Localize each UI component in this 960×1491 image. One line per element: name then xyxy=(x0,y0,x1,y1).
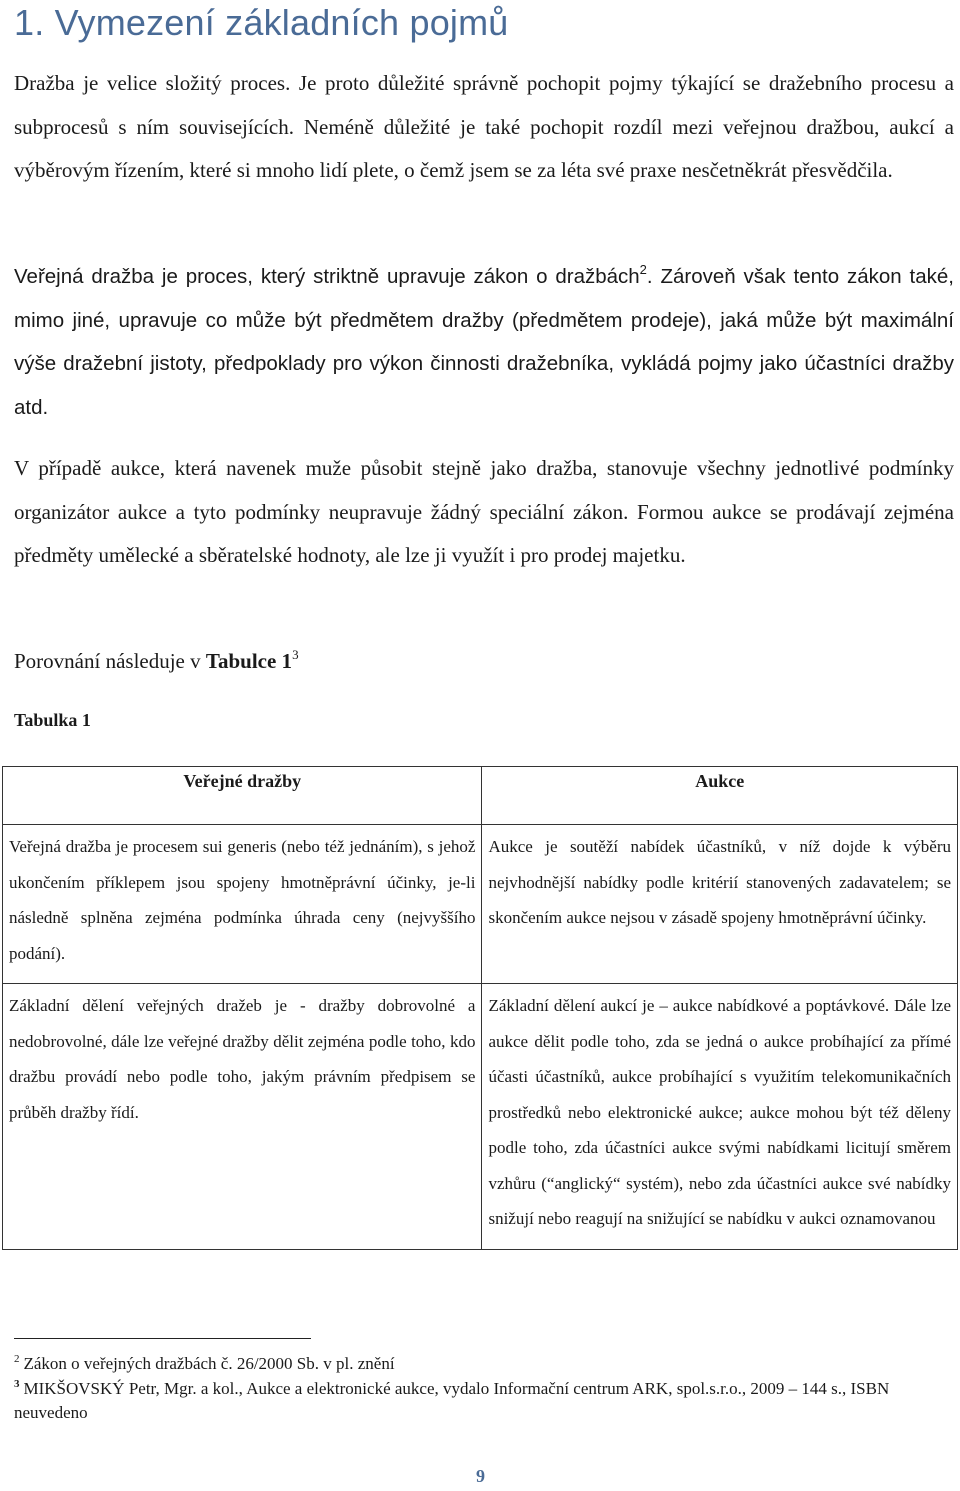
table-cell xyxy=(482,984,958,1250)
comparison-table xyxy=(2,766,958,1250)
table-caption: Tabulka 1 xyxy=(14,710,91,730)
footnote-separator xyxy=(14,1338,311,1339)
comparison-text: Porovnání následuje v xyxy=(14,649,206,673)
cell-text: Základní dělení veřejných dražeb je - dražby dobrovolné a nedobrovolné, dále lze veřejné dražby dělit zejména podle toho, kdo dražbu provádí nebo podle toho, jakým právním předpisem se průběh dražby řídí. xyxy=(9,996,476,1122)
paragraph-public-auction xyxy=(14,255,954,429)
column-header-public-auctions: Veřejné dražby xyxy=(3,767,482,825)
footnote-number: 2 xyxy=(14,1353,20,1365)
footnote-text: MIKŠOVSKÝ Petr, Mgr. a kol., Aukce a elektronické aukce, vydalo Informační centrum ARK, spol.s.r.o., 2009 – 144 s., ISBN neuvedeno xyxy=(14,1379,890,1422)
paragraph-public-auction-rest: . Zároveň však tento zákon také, mimo jiné, upravuje co může být předmětem dražby (předmětem prodeje), jaká může být maximální výše dražební jistoty, předpoklady pro výkon činnosti dražebníka, vykládá pojmy jako účastníci dražby atd. xyxy=(14,265,954,419)
footnote-ref-3[interactable]: 3 xyxy=(292,647,299,662)
cell-text: Veřejná dražba je procesem sui generis (nebo též jednáním), s jehož ukončením příklepem jsou spojeny hmotněprávní účinky, je-li následně splněna zejména podmínka úhrada ceny (nejvyššího podání). xyxy=(9,837,476,963)
paragraph-comparison xyxy=(14,640,954,684)
section-heading: 1. Vymezení základních pojmů xyxy=(14,2,509,43)
table-reference: Tabulce 1 xyxy=(205,649,293,673)
footnote-ref-2[interactable]: 2 xyxy=(639,262,647,277)
footnote-3 xyxy=(14,1377,934,1425)
table-cell xyxy=(3,984,482,1250)
footnote-number: 3 xyxy=(14,1378,20,1390)
table-header-row xyxy=(3,767,958,825)
table-cell xyxy=(3,825,482,984)
cell-text: Aukce je soutěží nabídek účastníků, v níž dojde k výběru nejvhodnější nabídky podle kritérií stanovených zadavatelem; se skončením aukce nejsou v zásadě spojeny hmotněprávní účinky. xyxy=(488,837,951,927)
paragraph-auction: V případě aukce, která navenek muže působit stejně jako dražba, stanovuje všechny jednotlivé podmínky organizátor aukce a tyto podmínky neupravuje žádný speciální zákon. Formou aukce se prodávají zejména předměty umělecké a sběratelské hodnoty, ale lze ji využít i pro prodej majetku. xyxy=(14,456,954,567)
table-row xyxy=(3,984,958,1250)
paragraph-public-auction-start: Veřejná dražba je proces, který striktně upravuje zákon o dražbách xyxy=(14,265,640,288)
footnote-2 xyxy=(14,1352,934,1376)
column-header-auctions: Aukce xyxy=(482,767,958,825)
footnote-text: Zákon o veřejných dražbách č. 26/2000 Sb. v pl. znění xyxy=(23,1354,395,1373)
table-row xyxy=(3,825,958,984)
paragraph-intro: Dražba je velice složitý proces. Je proto důležité správně pochopit pojmy týkající se dražebního procesu a subprocesů s ním souvisejících. Neméně důležité je také pochopit rozdíl mezi veřejnou dražbou, aukcí a výběrovým řízením, které si mnoho lidí plete, o čemž jsem se za léta své praxe nesčetněkrát přesvědčila. xyxy=(14,71,954,182)
cell-text: Základní dělení aukcí je – aukce nabídkové a poptávkové. Dále lze aukce dělit podle toho, zda se jedná o aukce probíhající za přímé účasti účastníků, aukce probíhající s využitím telekomunikačních prostředků nebo elektronické aukce; aukce mohou být též děleny podle toho, zda účastníci aukce svými nabídkami licitují směrem vzhůru (“anglický“ systém), nebo zda účastníci aukce své nabídky snižují nebo reagují na snižující se nabídku v aukci oznamovanou xyxy=(488,996,951,1228)
table-cell xyxy=(482,825,958,984)
page-number: 9 xyxy=(476,1466,485,1486)
